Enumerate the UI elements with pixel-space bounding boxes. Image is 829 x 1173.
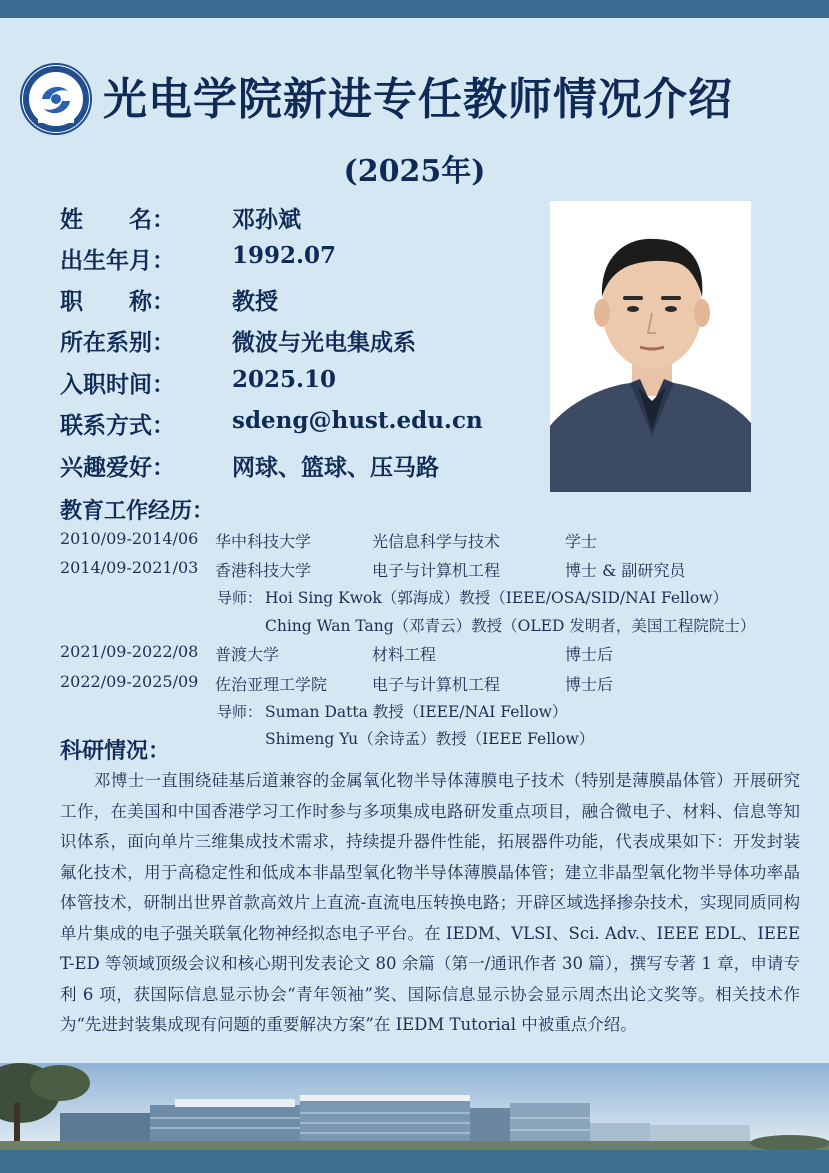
info-value: 2025.10 <box>232 366 337 393</box>
edu-period: 2010/09-2014/06 <box>60 529 199 548</box>
edu-advisor: Shimeng Yu（余诗孟）教授（IEEE Fellow） <box>265 730 595 748</box>
info-label: 职 称： <box>60 288 175 315</box>
portrait-photo <box>550 201 751 492</box>
edu-advisor: Hoi Sing Kwok（郭海成）教授（IEEE/OSA/SID/NAI Fellow） <box>265 589 729 607</box>
info-row-join-date <box>60 366 540 402</box>
edu-school: 香港科技大学 <box>215 561 312 580</box>
edu-school: 华中科技大学 <box>215 532 312 551</box>
education-title: 教育工作经历： <box>60 498 215 524</box>
edu-period: 2014/09-2021/03 <box>60 558 199 577</box>
info-label: 联系方式： <box>60 412 175 439</box>
info-label: 入职时间： <box>60 371 175 398</box>
edu-period: 2022/09-2025/09 <box>60 672 199 691</box>
edu-degree: 博士后 <box>565 645 614 664</box>
info-label: 所在系别： <box>60 329 175 356</box>
edu-degree: 博士 & 副研究员 <box>565 561 686 580</box>
campus-banner-image <box>0 1063 829 1151</box>
edu-degree: 博士后 <box>565 675 614 694</box>
email-link[interactable]: sdeng@hust.edu.cn <box>232 407 483 434</box>
edu-school: 普渡大学 <box>215 645 280 664</box>
info-label: 姓 名： <box>60 206 175 233</box>
info-row-name <box>60 201 540 237</box>
edu-advisor: Ching Wan Tang（邓青云）教授（OLED 发明者，美国工程院院士） <box>265 617 756 635</box>
info-value: 教授 <box>232 288 278 315</box>
info-row-title <box>60 283 540 319</box>
info-value: 网球、篮球、压马路 <box>232 454 439 481</box>
info-row-hobbies <box>60 449 540 485</box>
info-label: 出生年月： <box>60 247 175 274</box>
research-paragraph: 邓博士一直围绕硅基后道兼容的金属氧化物半导体薄膜电子技术（特别是薄膜晶体管）开展研究工作，在美国和中国香港学习工作时参与多项集成电路研发重点项目，融合微电子、材料、信息等知识体系，面向单片三维集成技术需求，持续提升器件性能，拓展器件功能，代表成果如下：开发封装氟化技术，用于高稳定性和低成本非晶型氧化物半导体薄膜晶体管；建立非晶型氧化物半导体功率晶体管技术，研制出世界首款高效片上直流-直流电压转换电路；开辟区域选择掺杂技术，实现同质同构单片集成的电子强关联氧化物神经拟态电子平台。在 IEDM、VLSI、Sci. Adv.、IEEE EDL、IEEE T-ED 等领域顶级会议和核心期刊发表论文 80 余篇（第一/通讯作者 30 篇），撰写专著 1 章，申请专利 6 项，获国际信息显示协会“青年领袖”奖、国际信息显示协会显示周杰出论文奖等。相关技术作为“先进封装集成现有问题的重要解决方案”在 IEDM Tutorial 中被重点介绍。 <box>60 771 800 1034</box>
edu-advisor: Suman Datta 教授（IEEE/NAI Fellow） <box>265 703 568 721</box>
info-row-department <box>60 324 540 360</box>
info-row-birth <box>60 242 540 278</box>
edu-advisor-label: 导师： <box>217 589 263 607</box>
page-year: (2025年) <box>343 154 486 189</box>
info-value: 邓孙斌 <box>232 206 301 233</box>
info-row-contact <box>60 407 540 443</box>
info-value: 1992.07 <box>232 242 337 269</box>
info-value: 微波与光电集成系 <box>232 329 416 356</box>
research-title: 科研情况： <box>60 738 171 764</box>
bottom-bar <box>0 1150 829 1173</box>
edu-period: 2021/09-2022/08 <box>60 642 199 661</box>
top-bar <box>0 0 829 18</box>
edu-major: 电子与计算机工程 <box>372 561 501 580</box>
edu-major: 光信息科学与技术 <box>372 532 501 551</box>
research-body <box>60 766 800 1041</box>
edu-advisor-label: 导师： <box>217 703 263 721</box>
edu-major: 电子与计算机工程 <box>372 675 501 694</box>
university-logo <box>20 63 92 135</box>
page-title: 光电学院新进专任教师情况介绍 <box>103 74 733 125</box>
edu-degree: 学士 <box>565 532 598 551</box>
edu-major: 材料工程 <box>372 645 437 664</box>
info-label: 兴趣爱好： <box>60 454 175 481</box>
edu-school: 佐治亚理工学院 <box>215 675 328 694</box>
